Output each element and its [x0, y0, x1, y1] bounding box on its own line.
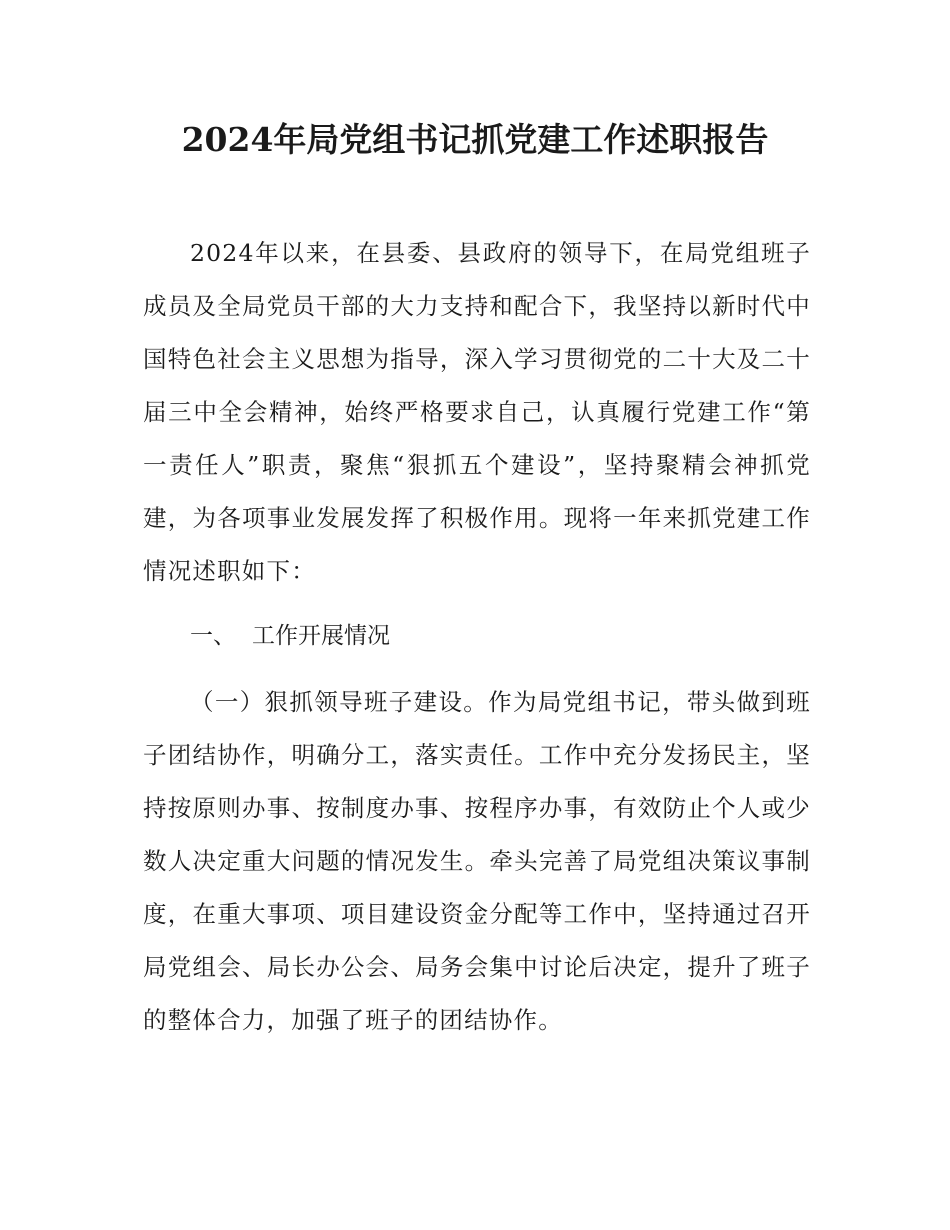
section-paragraph: （一）狠抓领导班子建设。作为局党组书记，带头做到班子团结协作，明确分工，落实责任。工作中充分发扬民主，坚持按原则办事、按制度办事、按程序办事，有效防止个人或少数人决定重大问题的情况发生。牵头完善了局党组决策议事制度，在重大事项、项目建设资金分配等工作中，坚持通过召开局党组会、局长办公会、局务会集中讨论后决定，提升了班子的整体合力，加强了班子的团结协作。	[143, 688, 811, 1034]
section-title: 工作开展情况	[252, 623, 390, 649]
intro-paragraph: 2024年以来，在县委、县政府的领导下，在局党组班子成员及全局党员干部的大力支持和配合下，我坚持以新时代中国特色社会主义思想为指导，深入学习贯彻党的二十大及二十届三中全会精神，始终严格要求自己，认真履行党建工作“第一责任人”职责，聚焦“狠抓五个建设”，坚持聚精会神抓党建，为各项事业发展发挥了积极作用。现将一年来抓党建工作情况述职如下：	[143, 239, 811, 585]
section-number: 一、	[190, 623, 236, 649]
section-heading	[190, 614, 390, 658]
document-title: 2024年局党组书记抓党建工作述职报告	[181, 120, 769, 159]
